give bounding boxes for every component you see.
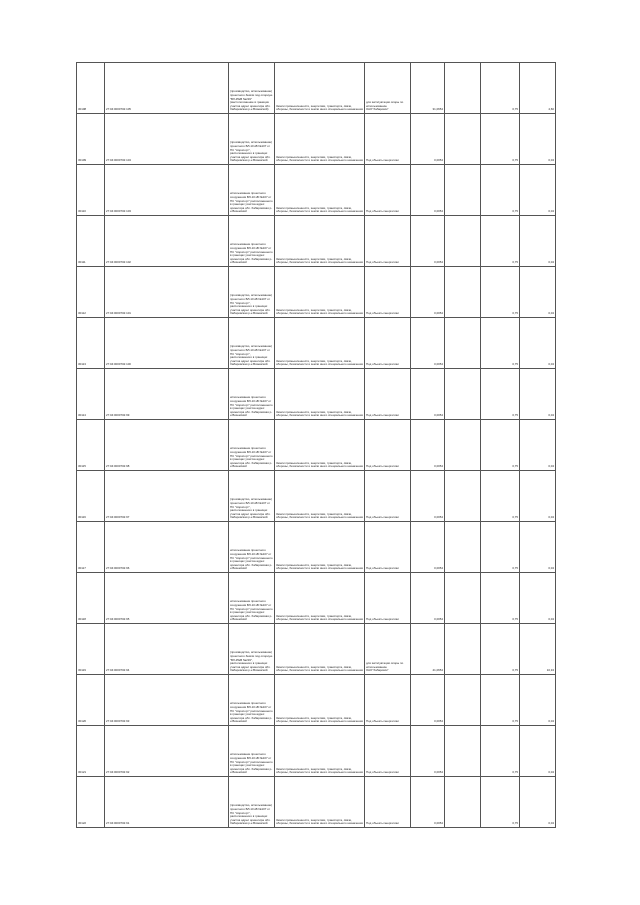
row-id: 30118 xyxy=(77,573,105,624)
land-category: Земли промышленности, энергетики, транспорта, связи, обороны, безопасности и земли иного специального назначения xyxy=(275,726,365,777)
area-value: 0,0054 xyxy=(411,675,445,726)
object-description: использование проектного сооружения ВЛ-10 кВ №107 от ПС "Аэропорт" расположенного в границах участка адрес ориентира обл. Хабаровская р-н Вяземский xyxy=(229,522,275,573)
land-category: Земли промышленности, энергетики, транспорта, связи, обороны, безопасности и земли иного специального назначения xyxy=(275,267,365,318)
object-description: использование проектного сооружения ВЛ-10 кВ №107 от ПС "Аэропорт" расположенного в границах участка адрес ориентира обл. Хабаровская р-н Вяземский xyxy=(229,675,275,726)
cadastral-number: 27:04:0000702:99 xyxy=(105,369,229,420)
cadastral-number: 27:04:0000702:94 xyxy=(105,624,229,675)
row-id: 30122 xyxy=(77,777,105,828)
table-row xyxy=(77,675,556,726)
empty-cell xyxy=(445,675,481,726)
tax-value: 0,04 xyxy=(520,471,556,522)
tax-value: 0,04 xyxy=(520,165,556,216)
empty-cell xyxy=(445,420,481,471)
area-value: 0,0054 xyxy=(411,165,445,216)
area-value: 0,0054 xyxy=(411,522,445,573)
tax-value: 0,04 xyxy=(520,114,556,165)
object-description: использование проектного сооружения ВЛ-10 кВ №107 от ПС "Аэропорт" расположенного в границах участка адрес ориентира обл. Хабаровская р-н Вяземский xyxy=(229,369,275,420)
tax-value: 0,04 xyxy=(520,726,556,777)
object-description: (производство, использование) проектного ВЛ-10 кВ №107 от ПС "Аэропорт", расположенного в границах участка адрес ориентира обл. Хабаровская р-н Вяземский xyxy=(229,471,275,522)
row-id: 30110 xyxy=(77,165,105,216)
empty-cell xyxy=(445,522,481,573)
land-table xyxy=(76,62,556,828)
table-row xyxy=(77,624,556,675)
tax-value: 10,34 xyxy=(520,624,556,675)
tax-value: 0,04 xyxy=(520,318,556,369)
tax-value: 0,04 xyxy=(520,420,556,471)
empty-cell xyxy=(445,726,481,777)
land-usage: Под объекты энергетики xyxy=(365,573,411,624)
table-row xyxy=(77,573,556,624)
area-value: 0,0054 xyxy=(411,726,445,777)
land-usage: Под объекты энергетики xyxy=(365,369,411,420)
object-description: (производство, использование) проектного ВЛ-10 кВ №107 от ПС "Аэропорт", расположенного в границах участка адрес ориентира обл. Хабаровская р-н Вяземский xyxy=(229,318,275,369)
tax-value: 0,04 xyxy=(520,267,556,318)
object-description: использование проектного сооружения ВЛ-10 кВ №107 от ПС "Аэропорт" расположенного в границах участка адрес ориентира обл. Хабаровская р-н Вяземский xyxy=(229,420,275,471)
tax-value: 0,04 xyxy=(520,522,556,573)
empty-cell xyxy=(445,471,481,522)
cadastral-number: 27:04:0000702:93 xyxy=(105,675,229,726)
land-category: Земли промышленности, энергетики, транспорта, связи, обороны, безопасности и земли иного специального назначения xyxy=(275,369,365,420)
rate-value: 0,75 xyxy=(481,420,520,471)
empty-cell xyxy=(445,165,481,216)
land-category: Земли промышленности, энергетики, транспорта, связи, обороны, безопасности и земли иного специального назначения xyxy=(275,624,365,675)
row-id: 30121 xyxy=(77,726,105,777)
rate-value: 0,75 xyxy=(481,114,520,165)
empty-cell xyxy=(445,573,481,624)
cadastral-number: 27:04:0000702:98 xyxy=(105,420,229,471)
land-category: Земли промышленности, энергетики, транспорта, связи, обороны, безопасности и земли иного специального назначения xyxy=(275,318,365,369)
land-usage: Под объекты энергетики xyxy=(365,318,411,369)
table-row xyxy=(77,216,556,267)
tax-value: 0,04 xyxy=(520,216,556,267)
table-row xyxy=(77,165,556,216)
cadastral-number: 27:04:0000702:92 xyxy=(105,726,229,777)
table-row xyxy=(77,522,556,573)
rate-value: 0,75 xyxy=(481,624,520,675)
object-description: использование проектного сооружения ВЛ-10 кВ №107 от ПС "Аэропорт" расположенного в границах участка адрес ориентира обл. Хабаровская р-н Вяземский xyxy=(229,726,275,777)
rate-value: 0,75 xyxy=(481,267,520,318)
cadastral-number: 27:04:0000702:105 xyxy=(105,63,229,114)
row-id: 30120 xyxy=(77,675,105,726)
empty-cell xyxy=(445,63,481,114)
cadastral-number: 27:04:0000702:102 xyxy=(105,216,229,267)
rate-value: 0,75 xyxy=(481,573,520,624)
row-id: 30109 xyxy=(77,114,105,165)
rate-value: 0,75 xyxy=(481,216,520,267)
land-usage: Под объекты энергетики xyxy=(365,675,411,726)
area-value: 0,0054 xyxy=(411,318,445,369)
area-value: 0,0054 xyxy=(411,420,445,471)
object-description: (производство, использование) проектного ВЛ-10 кВ №107 от ПС "Аэропорт", расположенного в границах участка адрес ориентира обл. Хабаровская р-н Вяземский xyxy=(229,267,275,318)
area-value: 31,0654 xyxy=(411,63,445,114)
object-description: (производство, использование) проектного Земли под опорную "ВЛ-35кВ №219", расположенного в границах участка адрес ориентира обл. Хабаровская р-н Вяземский xyxy=(229,624,275,675)
empty-cell xyxy=(445,624,481,675)
empty-cell xyxy=(445,318,481,369)
table-row xyxy=(77,267,556,318)
area-value: 41,0654 xyxy=(411,624,445,675)
cadastral-number: 27:04:0000702:97 xyxy=(105,471,229,522)
land-usage: Под объекты энергетики xyxy=(365,420,411,471)
area-value: 0,0054 xyxy=(411,777,445,828)
object-description: использование проектного сооружения ВЛ-10 кВ №107 от ПС "Аэропорт" расположенного в границах участка адрес ориентира обл. Хабаровская р-н Вяземский xyxy=(229,573,275,624)
rate-value: 0,75 xyxy=(481,63,520,114)
land-usage: Под объекты энергетики xyxy=(365,216,411,267)
row-id: 30115 xyxy=(77,420,105,471)
rate-value: 0,75 xyxy=(481,726,520,777)
land-usage: Под объекты энергетики xyxy=(365,726,411,777)
cadastral-number: 27:04:0000702:104 xyxy=(105,114,229,165)
object-description: использование проектного сооружения ВЛ-10 кВ №107 от ПС "Аэропорт" расположенного в границах участка адрес ориентира обл. Хабаровская р-н Вяземский xyxy=(229,165,275,216)
land-category: Земли промышленности, энергетики, транспорта, связи, обороны, безопасности и земли иного специального назначения xyxy=(275,216,365,267)
land-usage: для эксплуатации опоры по использованию ОАО"Хабаровск" xyxy=(365,63,411,114)
area-value: 0,0054 xyxy=(411,471,445,522)
land-usage: Под объекты энергетики xyxy=(365,267,411,318)
land-category: Земли промышленности, энергетики, транспорта, связи, обороны, безопасности и земли иного специального назначения xyxy=(275,675,365,726)
cadastral-number: 27:04:0000702:91 xyxy=(105,777,229,828)
empty-cell xyxy=(445,267,481,318)
area-value: 0,0054 xyxy=(411,573,445,624)
cadastral-number: 27:04:0000702:95 xyxy=(105,573,229,624)
tax-value: 4,60 xyxy=(520,63,556,114)
rate-value: 0,75 xyxy=(481,318,520,369)
empty-cell xyxy=(445,216,481,267)
rate-value: 0,75 xyxy=(481,522,520,573)
land-category: Земли промышленности, энергетики, транспорта, связи, обороны, безопасности и земли иного специального назначения xyxy=(275,420,365,471)
cadastral-number: 27:04:0000702:100 xyxy=(105,318,229,369)
rate-value: 0,75 xyxy=(481,369,520,420)
rate-value: 0,75 xyxy=(481,675,520,726)
cadastral-number: 27:04:0000702:103 xyxy=(105,165,229,216)
row-id: 30112 xyxy=(77,267,105,318)
row-id: 30111 xyxy=(77,216,105,267)
land-category: Земли промышленности, энергетики, транспорта, связи, обороны, безопасности и земли иного специального назначения xyxy=(275,114,365,165)
land-category: Земли промышленности, энергетики, транспорта, связи, обороны, безопасности и земли иного специального назначения xyxy=(275,522,365,573)
table-row xyxy=(77,114,556,165)
tax-value: 0,04 xyxy=(520,675,556,726)
object-description: (производство, использование) проектного Земли под опорную "ВЛ-35кВ №219" (местоположение в границах участка адрес ориентира обл. Хабаровская р-н Вяземский) xyxy=(229,63,275,114)
tax-value: 0,04 xyxy=(520,573,556,624)
object-description: (производство, использование) проектного ВЛ-10 кВ №107 от ПС "Аэропорт", расположенного в границах участка адрес ориентира обл. Хабаровская р-н Вяземский xyxy=(229,114,275,165)
row-id: 30108 xyxy=(77,63,105,114)
land-usage: Под объекты энергетики xyxy=(365,777,411,828)
land-category: Земли промышленности, энергетики, транспорта, связи, обороны, безопасности и земли иного специального назначения xyxy=(275,165,365,216)
object-description: использование проектного сооружения ВЛ-10 кВ №107 от ПС "Аэропорт" расположенного в границах участка адрес ориентира обл. Хабаровская р-н Вяземский xyxy=(229,216,275,267)
land-usage: Под объекты энергетики xyxy=(365,114,411,165)
land-category: Земли промышленности, энергетики, транспорта, связи, обороны, безопасности и земли иного специального назначения xyxy=(275,471,365,522)
rate-value: 0,75 xyxy=(481,471,520,522)
row-id: 30119 xyxy=(77,624,105,675)
table-row xyxy=(77,420,556,471)
table-row xyxy=(77,726,556,777)
rate-value: 0,75 xyxy=(481,777,520,828)
row-id: 30113 xyxy=(77,318,105,369)
empty-cell xyxy=(445,369,481,420)
cadastral-number: 27:04:0000702:96 xyxy=(105,522,229,573)
table-row xyxy=(77,369,556,420)
table-row xyxy=(77,777,556,828)
area-value: 0,0054 xyxy=(411,114,445,165)
area-value: 0,0054 xyxy=(411,267,445,318)
area-value: 0,0054 xyxy=(411,369,445,420)
table-row xyxy=(77,63,556,114)
table-row xyxy=(77,318,556,369)
table-row xyxy=(77,471,556,522)
area-value: 0,0054 xyxy=(411,216,445,267)
land-category: Земли промышленности, энергетики, транспорта, связи, обороны, безопасности и земли иного специального назначения xyxy=(275,573,365,624)
row-id: 30116 xyxy=(77,471,105,522)
land-category: Земли промышленности, энергетики, транспорта, связи, обороны, безопасности и земли иного специального назначения xyxy=(275,777,365,828)
row-id: 30114 xyxy=(77,369,105,420)
land-category: Земли промышленности, энергетики, транспорта, связи, обороны, безопасности и земли иного специального назначения xyxy=(275,63,365,114)
empty-cell xyxy=(445,114,481,165)
table-body xyxy=(77,63,556,828)
rate-value: 0,75 xyxy=(481,165,520,216)
land-usage: Под объекты энергетики xyxy=(365,471,411,522)
row-id: 30117 xyxy=(77,522,105,573)
object-description: (производство, использование) проектного ВЛ-10 кВ №107 от ПС "Аэропорт", расположенного в границах участка адрес ориентира обл. Хабаровская р-н Вяземский xyxy=(229,777,275,828)
land-usage: Под объекты энергетики xyxy=(365,522,411,573)
tax-value: 0,04 xyxy=(520,369,556,420)
land-usage: для эксплуатации опоры по использованию ОАО"Хабаровск" xyxy=(365,624,411,675)
tax-value: 0,04 xyxy=(520,777,556,828)
empty-cell xyxy=(445,777,481,828)
land-usage: Под объекты энергетики xyxy=(365,165,411,216)
cadastral-number: 27:04:0000702:101 xyxy=(105,267,229,318)
